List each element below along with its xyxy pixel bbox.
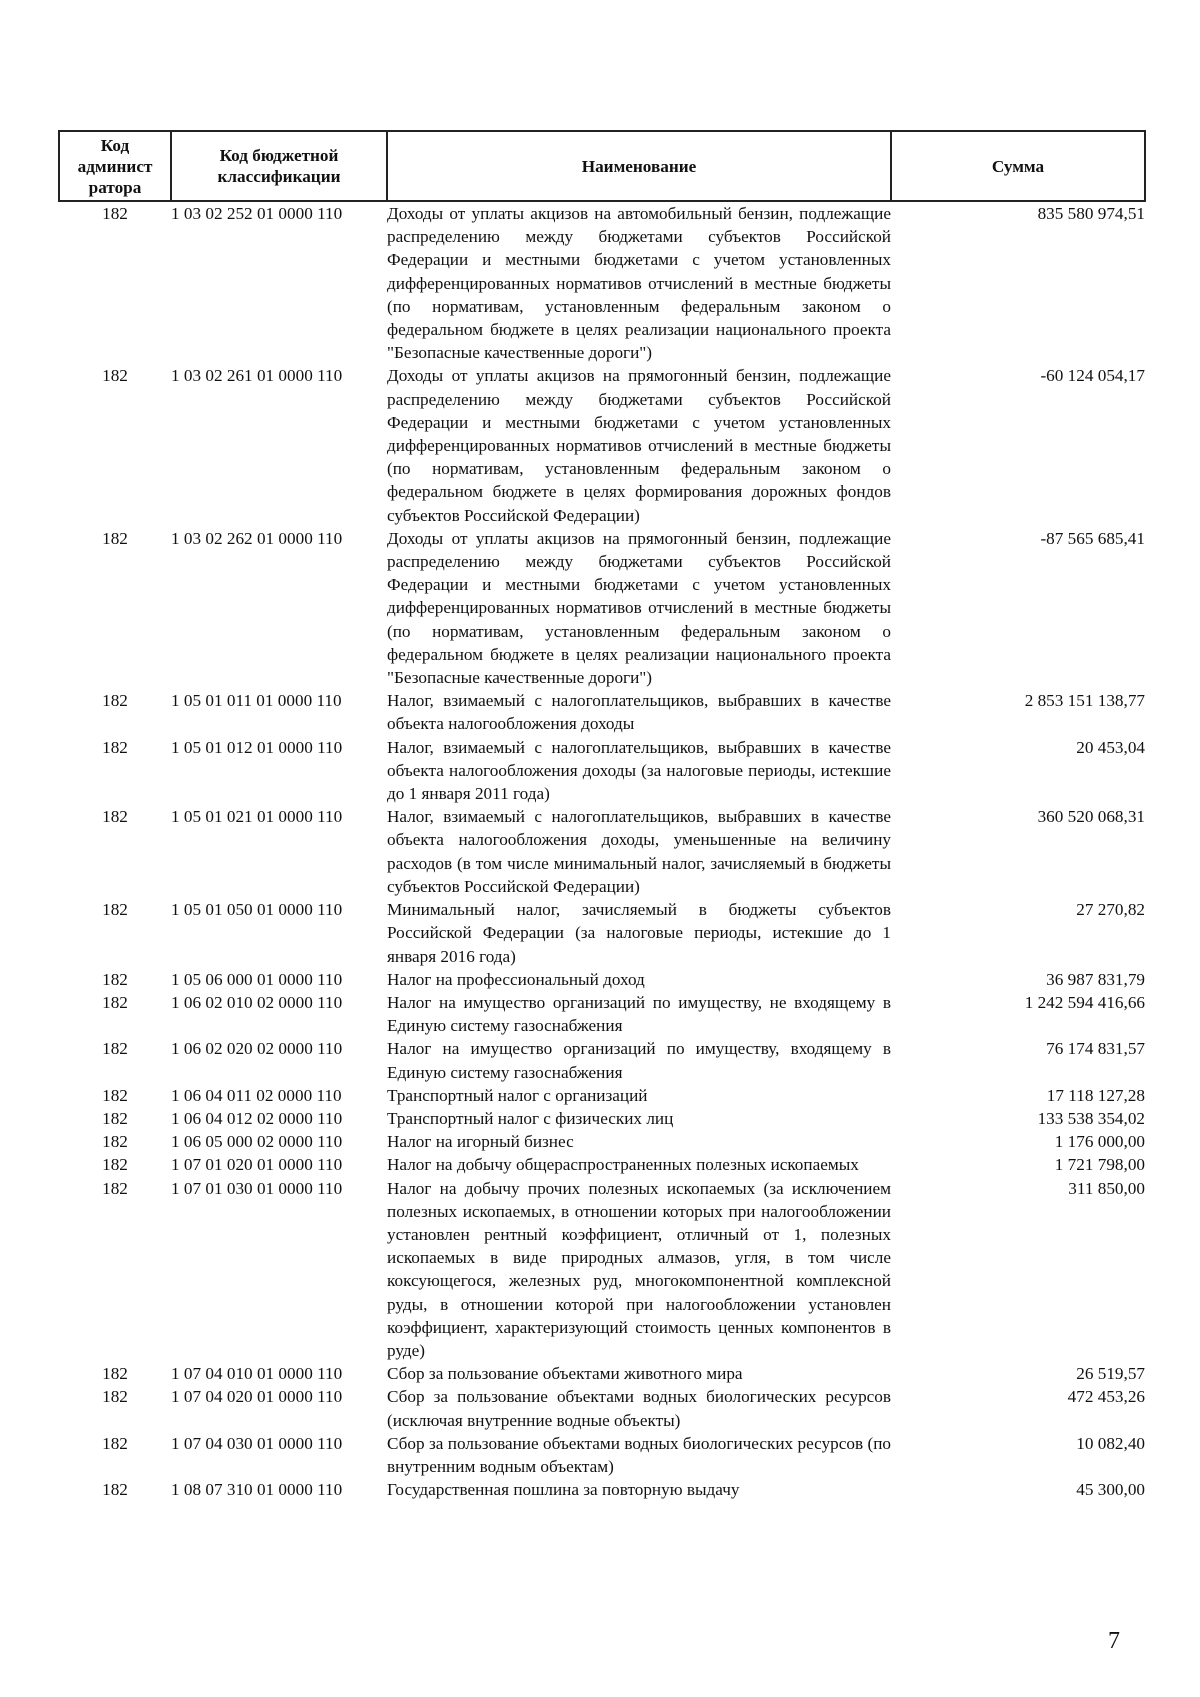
header-budget-code: Код бюджетной классификации [171, 131, 387, 201]
budget-code-cell: 1 05 01 011 01 0000 110 [171, 691, 342, 711]
revenue-name-cell: Налог на имущество организаций по имуществу, не входящему в Единую систему газоснабжения [387, 992, 891, 1036]
budget-code-cell: 1 03 02 252 01 0000 110 [171, 204, 343, 223]
sum-cell: 76 174 831,57 [1046, 1039, 1145, 1059]
admin-code-cell: 182 [102, 737, 128, 757]
table-row [59, 689, 1145, 735]
sum-cell: 20 453,04 [1076, 737, 1145, 757]
admin-code-cell: 182 [102, 1155, 128, 1175]
table-row [59, 898, 1145, 968]
revenue-name-cell: Доходы от уплаты акцизов на прямогонный бензин, подлежащие распределению между бюджетами субъектов Российской Федерации и местными бюджетами с учетом установленных дифференцированных нормативов отчислений в местные бюджеты (по нормативам, установленным федеральным законом о федеральном бюджете в целях реализации национального проекта "Безопасные качественные дороги") [387, 528, 891, 688]
sum-cell: 27 270,82 [1076, 900, 1145, 920]
sum-cell: 472 453,26 [1067, 1387, 1145, 1407]
table-body [59, 201, 1145, 1501]
admin-code-cell: 182 [102, 1132, 128, 1152]
budget-code-cell: 1 06 02 020 02 0000 110 [171, 1039, 343, 1059]
table-row [59, 1130, 1145, 1153]
table-row [59, 364, 1145, 526]
header-admin-code: Код админист ратора [59, 131, 171, 201]
sum-cell: 311 850,00 [1068, 1178, 1145, 1198]
sum-cell: 1 242 594 416,66 [1024, 992, 1145, 1012]
budget-code-cell: 1 06 04 011 02 0000 110 [171, 1085, 342, 1105]
admin-code-cell: 182 [102, 1039, 128, 1059]
budget-code-cell: 1 05 06 000 01 0000 110 [171, 969, 343, 989]
admin-code-cell: 182 [102, 366, 128, 386]
sum-cell: 2 853 151 138,77 [1024, 691, 1145, 711]
table-row [59, 1385, 1145, 1431]
admin-code-cell: 182 [102, 528, 128, 548]
budget-code-cell: 1 03 02 261 01 0000 110 [171, 366, 343, 386]
budget-code-cell: 1 05 01 050 01 0000 110 [171, 900, 343, 920]
revenue-name-cell: Доходы от уплаты акцизов на автомобильный бензин, подлежащие распределению между бюджетами субъектов Российской Федерации и местными бюджетами с учетом установленных дифференцированных нормативов отчислений в местные бюджеты (по нормативам, установленным федеральным законом о федеральном бюджете в целях реализации национального проекта "Безопасные качественные дороги") [387, 204, 891, 363]
table-row [59, 991, 1145, 1037]
budget-code-cell: 1 07 01 020 01 0000 110 [171, 1155, 343, 1175]
admin-code-cell: 182 [102, 204, 128, 223]
header-sum: Сумма [891, 131, 1145, 201]
admin-code-cell: 182 [102, 1108, 128, 1128]
table-row [59, 805, 1145, 898]
revenue-name-cell: Государственная пошлина за повторную выдачу [387, 1480, 740, 1500]
revenue-name-cell: Налог на профессиональный доход [387, 969, 645, 989]
sum-cell: 45 300,00 [1076, 1480, 1145, 1500]
admin-code-cell: 182 [102, 1387, 128, 1407]
admin-code-cell: 182 [102, 807, 128, 827]
sum-cell: -87 565 685,41 [1040, 528, 1145, 548]
table-row [59, 1432, 1145, 1478]
budget-code-cell: 1 06 05 000 02 0000 110 [171, 1132, 343, 1152]
budget-code-cell: 1 07 04 020 01 0000 110 [171, 1387, 343, 1407]
revenue-name-cell: Минимальный налог, зачисляемый в бюджеты субъектов Российской Федерации (за налоговые периоды, истекшие до 1 января 2016 года) [387, 900, 891, 966]
admin-code-cell: 182 [102, 691, 128, 711]
table-row [59, 1084, 1145, 1107]
admin-code-cell: 182 [102, 1178, 128, 1198]
sum-cell: 835 580 974,51 [1037, 204, 1145, 223]
budget-code-cell: 1 03 02 262 01 0000 110 [171, 528, 343, 548]
table-row [59, 1362, 1145, 1385]
page-number: 7 [1108, 1628, 1120, 1654]
revenue-name-cell: Налог на добычу прочих полезных ископаемых (за исключением полезных ископаемых, в отношении которых при налогообложении установлен рентный коэффициент, отличный от 1, полезных ископаемых в виде природных алмазов, угля, в том числе коксующегося, железных руд, многокомпонентной комплексной руды, в отношении которой при налогообложении установлен коэффициент, характеризующий стоимость ценных компонентов в руде) [387, 1178, 891, 1360]
budget-revenue-table [58, 130, 1146, 1501]
sum-cell: 360 520 068,31 [1037, 807, 1145, 827]
table-row [59, 1037, 1145, 1083]
revenue-name-cell: Транспортный налог с организаций [387, 1085, 648, 1105]
table-row [59, 1478, 1145, 1501]
sum-cell: 1 176 000,00 [1054, 1132, 1145, 1152]
sum-cell: 17 118 127,28 [1046, 1085, 1145, 1105]
table-row [59, 1107, 1145, 1130]
table-row [59, 968, 1145, 991]
header-name: Наименование [387, 131, 891, 201]
budget-code-cell: 1 06 04 012 02 0000 110 [171, 1108, 343, 1128]
sum-cell: 133 538 354,02 [1037, 1108, 1145, 1128]
sum-cell: 36 987 831,79 [1046, 969, 1145, 989]
revenue-name-cell: Сбор за пользование объектами водных биологических ресурсов (исключая внутренние водные объекты) [387, 1387, 891, 1430]
revenue-name-cell: Транспортный налог с физических лиц [387, 1108, 674, 1128]
table-header-row [59, 131, 1145, 201]
admin-code-cell: 182 [102, 1364, 128, 1384]
revenue-name-cell: Налог на добычу общераспространенных полезных ископаемых [387, 1155, 859, 1175]
budget-code-cell: 1 07 01 030 01 0000 110 [171, 1178, 343, 1198]
sum-cell: 26 519,57 [1076, 1364, 1145, 1384]
admin-code-cell: 182 [102, 969, 128, 989]
table-row [59, 201, 1145, 364]
revenue-name-cell: Налог на имущество организаций по имуществу, входящему в Единую систему газоснабжения [387, 1039, 891, 1082]
budget-code-cell: 1 08 07 310 01 0000 110 [171, 1480, 343, 1500]
table-row [59, 1153, 1145, 1176]
table-row [59, 527, 1145, 689]
budget-code-cell: 1 06 02 010 02 0000 110 [171, 992, 343, 1012]
budget-code-cell: 1 05 01 021 01 0000 110 [171, 807, 343, 827]
admin-code-cell: 182 [102, 1480, 128, 1500]
revenue-name-cell: Налог на игорный бизнес [387, 1132, 574, 1152]
revenue-name-cell: Сбор за пользование объектами водных биологических ресурсов (по внутренним водным объектам) [387, 1433, 891, 1476]
sum-cell: 1 721 798,00 [1054, 1155, 1145, 1175]
table-row [59, 736, 1145, 806]
revenue-name-cell: Сбор за пользование объектами животного мира [387, 1364, 743, 1384]
revenue-name-cell: Налог, взимаемый с налогоплательщиков, выбравших в качестве объекта налогообложения доходы (за налоговые периоды, истекшие до 1 января 2011 года) [387, 737, 891, 804]
budget-code-cell: 1 07 04 030 01 0000 110 [171, 1433, 343, 1453]
sum-cell: 10 082,40 [1076, 1433, 1145, 1453]
admin-code-cell: 182 [102, 992, 128, 1012]
budget-code-cell: 1 07 04 010 01 0000 110 [171, 1364, 343, 1384]
budget-code-cell: 1 05 01 012 01 0000 110 [171, 737, 343, 757]
revenue-name-cell: Налог, взимаемый с налогоплательщиков, выбравших в качестве объекта налогообложения доходы [387, 691, 891, 734]
table-row [59, 1177, 1145, 1363]
sum-cell: -60 124 054,17 [1040, 366, 1145, 386]
admin-code-cell: 182 [102, 1085, 128, 1105]
admin-code-cell: 182 [102, 900, 128, 920]
admin-code-cell: 182 [102, 1433, 128, 1453]
revenue-name-cell: Доходы от уплаты акцизов на прямогонный бензин, подлежащие распределению между бюджетами субъектов Российской Федерации и местными бюджетами с учетом установленных дифференцированных нормативов отчислений в местные бюджеты (по нормативам, установленным федеральным законом о федеральном бюджете в целях формирования дорожных фондов субъектов Российской Федерации) [387, 366, 891, 525]
revenue-name-cell: Налог, взимаемый с налогоплательщиков, выбравших в качестве объекта налогообложения доходы, уменьшенные на величину расходов (в том числе минимальный налог, зачисляемый в бюджеты субъектов Российской Федерации) [387, 807, 891, 896]
